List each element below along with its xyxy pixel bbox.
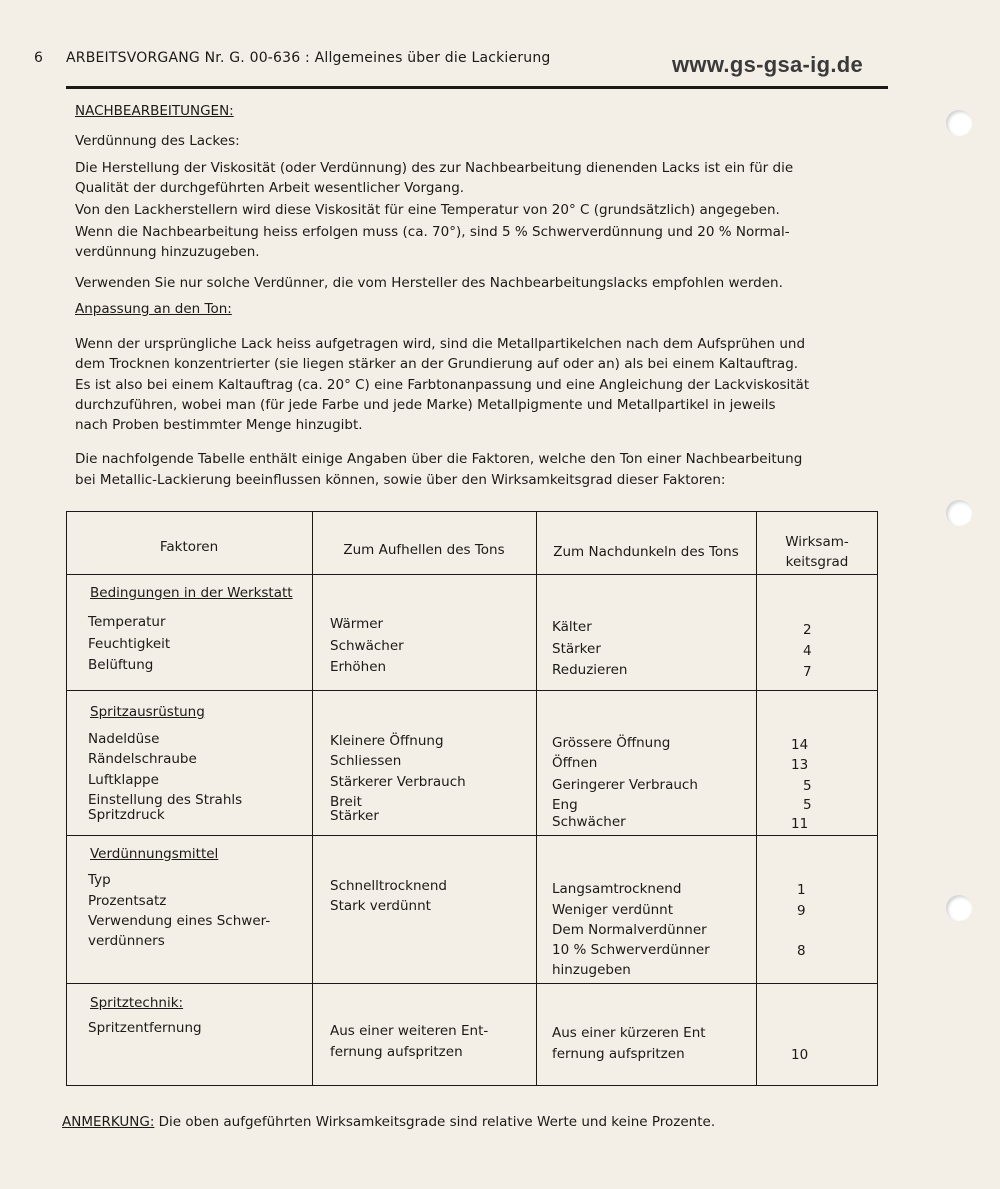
table-cell-lighten: Schwächer	[330, 638, 404, 654]
binder-hole	[946, 110, 972, 136]
paragraph-line: Verwenden Sie nur solche Verdünner, die vom Hersteller des Nachbearbeitungslacks empfohlen werden.	[75, 275, 783, 291]
table-cell-lighten: Schnelltrocknend	[330, 878, 447, 894]
table-cell-effect: 13	[791, 757, 809, 773]
paragraph-line: durchzuführen, wobei man (für jede Farbe und jede Marke) Metallpigmente und Metallpartikel in jeweils	[75, 397, 776, 413]
table-cell-lighten: Stark verdünnt	[330, 898, 431, 914]
table-section-label: Bedingungen in der Werkstatt	[90, 585, 293, 601]
table-cell-effect: 8	[797, 943, 806, 959]
table-cell-effect: 7	[803, 664, 812, 680]
table-cell-darken: 10 % Schwerverdünner	[552, 942, 710, 958]
binder-hole	[946, 500, 972, 526]
website-watermark: www.gs-gsa-ig.de	[672, 52, 864, 77]
table-cell-factor: Luftklappe	[88, 772, 159, 788]
paragraph-line: Die Herstellung der Viskosität (oder Verdünnung) des zur Nachbearbeitung dienenden Lacks ist ein für die	[75, 160, 794, 176]
table-cell-factor: Spritzentfernung	[88, 1020, 202, 1036]
table-cell-lighten: Stärker	[330, 808, 379, 824]
paragraph-line: bei Metallic-Lackierung beeinflussen können, sowie über den Wirksamkeitsgrad dieser Faktoren:	[75, 472, 726, 488]
table-cell-factor: Einstellung des Strahls	[88, 792, 243, 808]
paragraph-line: verdünnung hinzuzugeben.	[75, 244, 260, 260]
table-cell-factor: Typ	[88, 872, 111, 888]
table-cell-darken: Langsamtrocknend	[552, 881, 682, 897]
table-cell-effect: 2	[803, 622, 812, 638]
table-column-divider	[312, 511, 313, 1086]
table-cell-effect: 11	[791, 816, 809, 832]
table-cell-factor: verdünners	[88, 933, 165, 949]
table-cell-factor: Feuchtigkeit	[88, 636, 171, 652]
table-cell-lighten: Schliessen	[330, 753, 402, 769]
section-heading: Anpassung an den Ton:	[75, 301, 232, 317]
paragraph-line: Wenn der ursprüngliche Lack heiss aufgetragen wird, sind die Metallpartikelchen nach dem Aufsprühen und	[75, 336, 806, 352]
table-section-label: Verdünnungsmittel	[90, 846, 219, 862]
table-row-divider	[66, 690, 878, 691]
table-cell-effect: 5	[803, 797, 812, 813]
table-cell-darken: Kälter	[552, 619, 592, 635]
table-cell-darken: hinzugeben	[552, 962, 631, 978]
table-cell-darken: fernung aufspritzen	[552, 1046, 685, 1062]
table-cell-effect: 1	[797, 882, 806, 898]
page-header-title: ARBEITSVORGANG Nr. G. 00-636 : Allgemeines über die Lackierung	[66, 50, 551, 66]
table-cell-lighten: Breit	[330, 794, 362, 810]
table-row-divider	[66, 835, 878, 836]
table-cell-effect: 9	[797, 903, 806, 919]
table-cell-darken: Dem Normalverdünner	[552, 922, 707, 938]
footnote-text: Die oben aufgeführten Wirksamkeitsgrade sind relative Werte und keine Prozente.	[154, 1114, 716, 1130]
footnote	[62, 1112, 715, 1132]
table-cell-factor: Rändelschraube	[88, 751, 197, 767]
table-cell-darken: Schwächer	[552, 814, 626, 830]
column-header-wirksamkeit: keitsgrad	[785, 554, 849, 570]
paragraph-line: dem Trocknen konzentrierter (sie liegen stärker an der Grundierung auf oder an) als bei einem Kaltauftrag.	[75, 356, 799, 372]
table-section-label: Spritztechnik:	[90, 995, 184, 1011]
table-cell-effect: 10	[791, 1047, 809, 1063]
footnote-label: ANMERKUNG:	[62, 1114, 155, 1130]
paragraph-line: Es ist also bei einem Kaltauftrag (ca. 20° C) eine Farbtonanpassung und eine Angleichung der Lackviskosität	[75, 377, 810, 393]
subheading: Verdünnung des Lackes:	[75, 133, 240, 149]
paragraph-line: nach Proben bestimmter Menge hinzugibt.	[75, 417, 363, 433]
table-cell-effect: 14	[791, 737, 809, 753]
table-cell-darken: Reduzieren	[552, 662, 628, 678]
table-cell-lighten: Aus einer weiteren Ent-	[330, 1023, 489, 1039]
table-column-divider	[756, 511, 757, 1086]
table-cell-darken: Weniger verdünnt	[552, 902, 674, 918]
table-cell-lighten: Kleinere Öffnung	[330, 733, 444, 749]
table-cell-darken: Stärker	[552, 641, 601, 657]
table-cell-factor: Nadeldüse	[88, 731, 160, 747]
binder-hole	[946, 895, 972, 921]
table-cell-effect: 5	[803, 778, 812, 794]
column-header-nachdunkeln: Zum Nachdunkeln des Tons	[553, 544, 739, 560]
table-cell-lighten: Wärmer	[330, 616, 384, 632]
table-cell-factor: Belüftung	[88, 657, 154, 673]
table-cell-factor: Verwendung eines Schwer-	[88, 913, 271, 929]
table-cell-lighten: Stärkerer Verbrauch	[330, 774, 466, 790]
table-cell-effect: 4	[803, 643, 812, 659]
table-cell-factor: Prozentsatz	[88, 893, 167, 909]
column-header-faktoren: Faktoren	[159, 539, 219, 555]
table-cell-factor: Spritzdruck	[88, 807, 165, 823]
table-cell-darken: Öffnen	[552, 755, 598, 771]
header-rule	[66, 86, 888, 89]
table-cell-darken: Eng	[552, 797, 578, 813]
table-column-divider	[536, 511, 537, 1086]
table-cell-darken: Aus einer kürzeren Ent	[552, 1025, 706, 1041]
table-cell-factor: Temperatur	[88, 614, 166, 630]
column-header-aufhellen: Zum Aufhellen des Tons	[343, 542, 505, 558]
paragraph-line: Qualität der durchgeführten Arbeit wesentlicher Vorgang.	[75, 180, 465, 196]
page-number: 6	[34, 50, 44, 66]
table-cell-darken: Geringerer Verbrauch	[552, 777, 698, 793]
paragraph-line: Von den Lackherstellern wird diese Viskosität für eine Temperatur von 20° C (grundsätzlich) angegeben.	[75, 202, 780, 218]
paragraph-line: Wenn die Nachbearbeitung heiss erfolgen muss (ca. 70°), sind 5 % Schwerverdünnung und 20 % Normal-	[75, 224, 790, 240]
table-row-divider	[66, 574, 878, 575]
table-cell-darken: Grössere Öffnung	[552, 735, 671, 751]
section-heading: NACHBEARBEITUNGEN:	[75, 103, 234, 119]
column-header-wirksamkeit: Wirksam-	[785, 534, 849, 550]
table-section-label: Spritzausrüstung	[90, 704, 205, 720]
table-cell-lighten: Erhöhen	[330, 659, 387, 675]
paragraph-line: Die nachfolgende Tabelle enthält einige Angaben über die Faktoren, welche den Ton einer Nachbearbeitung	[75, 451, 803, 467]
table-row-divider	[66, 983, 878, 984]
table-cell-lighten: fernung aufspritzen	[330, 1044, 463, 1060]
